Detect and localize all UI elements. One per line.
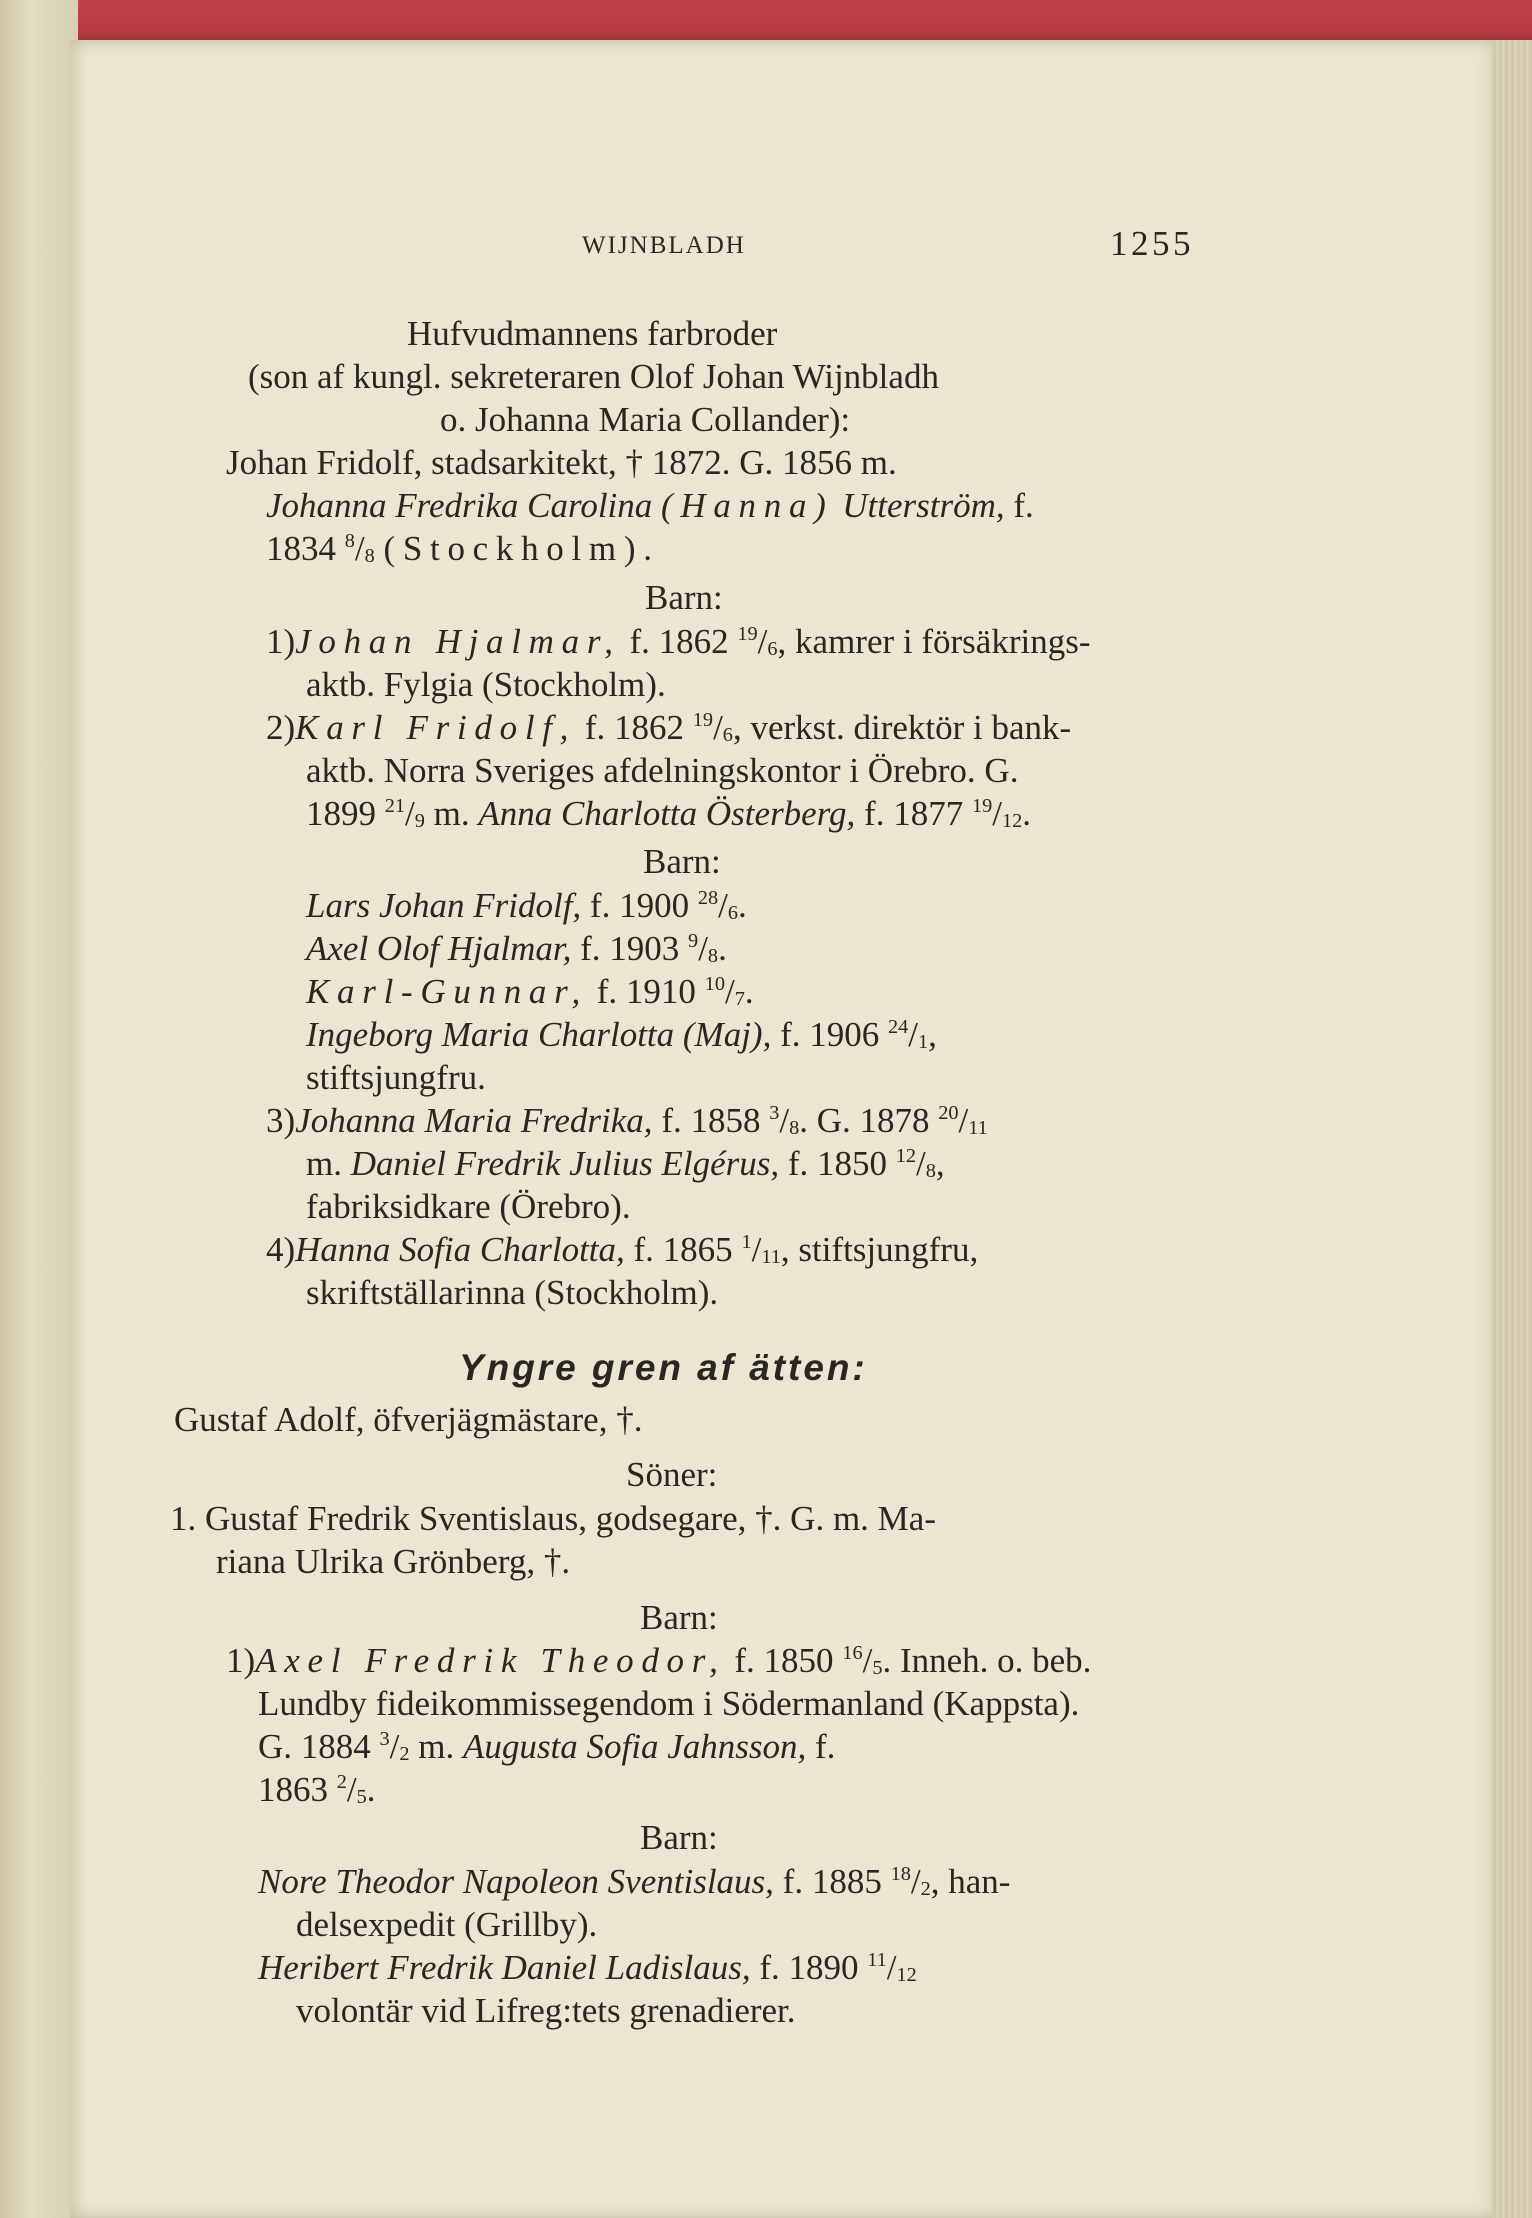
child-4-line-2: skriftställarinna (Stockholm).	[306, 1273, 719, 1312]
soner-heading: Söner:	[626, 1455, 718, 1494]
great-grandchild-2-line-2: volontär vid Lifreg:tets grenadierer.	[296, 1991, 796, 2030]
grandchild-3: Karl-Gunnar, f. 1910 $^{10}/_7$.	[306, 972, 754, 1011]
son-1: 1. Gustaf Fredrik Sventislaus, godsegare, †. G. m. Ma-	[170, 1499, 936, 1538]
grandson-1-marriage: G. 1884 $^3/_2$ m. Augusta Sofia Jahnsson, f.	[258, 1727, 836, 1766]
child-2-line-2: aktb. Norra Sveriges afdelningskontor i Örebro. G.	[306, 751, 1019, 790]
child-3: 3)Johanna Maria Fredrika, f. 1858 $^3/_8$. G. 1878 $^{20}/_{11}$	[266, 1101, 988, 1140]
section-title-younger-branch: Yngre gren af ätten:	[459, 1347, 868, 1388]
great-grandchild-1: Nore Theodor Napoleon Sventislaus, f. 1885 $^{18}/_2$, han-	[258, 1862, 1011, 1901]
grandchild-2: Axel Olof Hjalmar, f. 1903 $^9/_8$.	[306, 929, 727, 968]
intro-line-2: (son af kungl. sekreteraren Olof Johan Wijnbladh	[248, 357, 939, 396]
child-3-line-3: fabriksidkare (Örebro).	[306, 1187, 631, 1226]
wife-call-name: (Hanna)	[661, 486, 834, 525]
child-4: 4)Hanna Sofia Charlotta, f. 1865 $^1/_{11}$, stiftsjungfru,	[266, 1230, 979, 1269]
great-grandchild-2: Heribert Fredrik Daniel Ladislaus, f. 1890 $^{11}/_{12}$	[258, 1948, 917, 1987]
grandson-1: 1)Axel Fredrik Theodor, f. 1850 $^{16}/_5$. Inneh. o. beb.	[226, 1641, 1092, 1680]
wife-line: Johanna Fredrika Carolina (Hanna) Utterström, f.	[266, 486, 1034, 525]
wife-given-names: Johanna Fredrika Carolina	[266, 486, 653, 525]
wife-birth-line: 1834 $^8/_8$ (Stockholm).	[266, 529, 660, 568]
grandchild-4-line-2: stiftsjungfru.	[306, 1058, 486, 1097]
wife-surname: Utterström,	[842, 486, 1005, 525]
barn-heading-4: Barn:	[640, 1818, 718, 1857]
son-1-line-2: riana Ulrika Grönberg, †.	[216, 1542, 571, 1581]
grandson-1-wife-birth: 1863 $^2/_5$.	[258, 1770, 376, 1809]
great-grandchild-1-line-2: delsexpedit (Grillby).	[296, 1905, 598, 1944]
child-1: 1)Johan Hjalmar, f. 1862 $^{19}/_6$, kamrer i försäkrings-	[266, 622, 1091, 661]
child-3-line-2: m. Daniel Fredrik Julius Elgérus, f. 1850 $^{12}/_8$,	[306, 1144, 945, 1183]
child-2: 2)Karl Fridolf, f. 1862 $^{19}/_6$, verkst. direktör i bank-	[266, 708, 1072, 747]
barn-heading-1: Barn:	[645, 578, 723, 617]
child-2-marriage: 1899 $^{21}/_9$ m. Anna Charlotta Österberg, f. 1877 $^{19}/_{12}$.	[306, 794, 1031, 833]
page-number: 1255	[1110, 224, 1194, 263]
grandson-1-line-2: Lundby fideikommissegendom i Södermanland (Kappsta).	[258, 1684, 1080, 1723]
barn-heading-2: Barn:	[643, 842, 721, 881]
running-header-family: WIJNBLADH	[582, 232, 746, 259]
person-johan-fridolf: Johan Fridolf, stadsarkitekt, † 1872. G. 1856 m.	[226, 443, 897, 482]
intro-line-3: o. Johanna Maria Collander):	[440, 400, 851, 439]
founder-gustaf-adolf: Gustaf Adolf, öfverjägmästare, †.	[174, 1400, 643, 1439]
intro-line-1: Hufvudmannens farbroder	[407, 314, 778, 353]
grandchild-1: Lars Johan Fridolf, f. 1900 $^{28}/_6$.	[306, 886, 747, 925]
child-1-line-2: aktb. Fylgia (Stockholm).	[306, 665, 666, 704]
grandchild-4: Ingeborg Maria Charlotta (Maj), f. 1906 $^{24}/_1$,	[306, 1015, 937, 1054]
barn-heading-3: Barn:	[640, 1598, 718, 1637]
